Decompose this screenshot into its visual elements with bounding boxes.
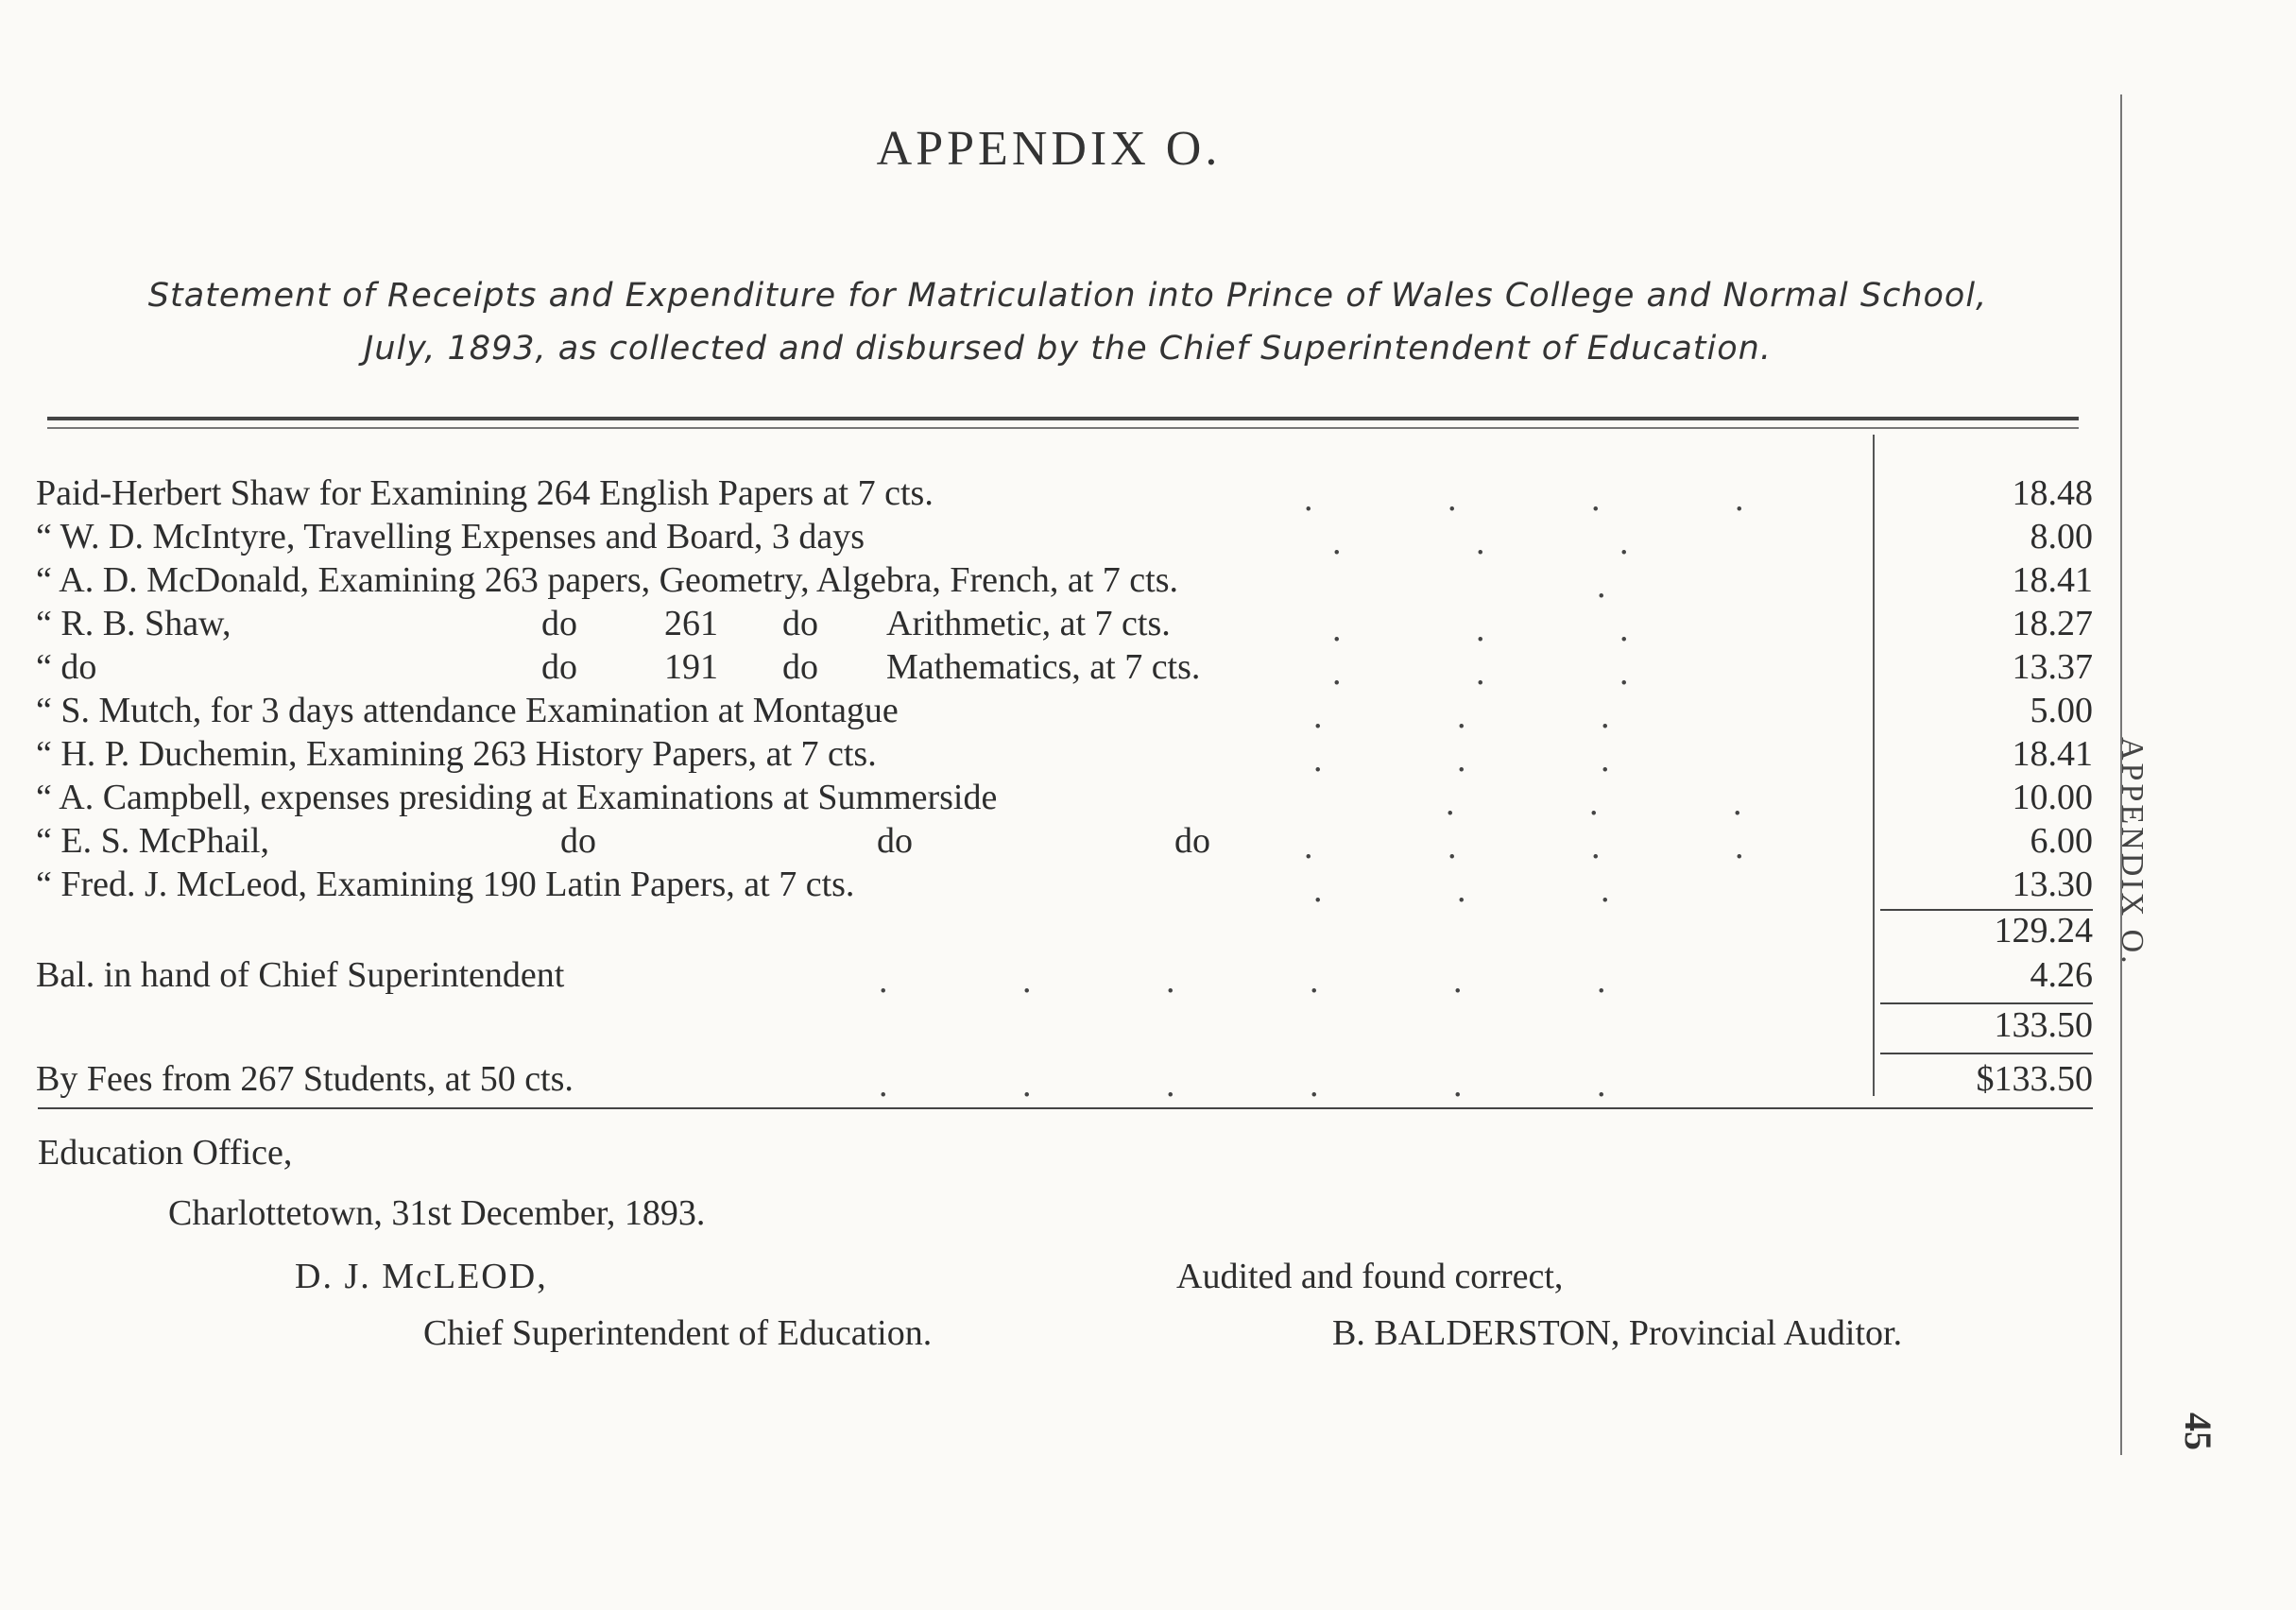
leader-dot: .: [1022, 1065, 1032, 1105]
leader-dot: .: [1166, 1065, 1175, 1105]
leader-dot: .: [1619, 653, 1629, 693]
signer-name: D. J. McLEOD,: [295, 1257, 548, 1296]
subtotal-amount: 129.24: [1994, 911, 2093, 951]
leader-dot: .: [1591, 827, 1601, 866]
leader-dot: .: [1601, 696, 1610, 736]
entry-subject: Arithmetic, at 7 cts.: [886, 604, 1171, 643]
leader-dot: .: [1310, 1065, 1319, 1105]
leader-dot: .: [1448, 827, 1457, 866]
page-number: 45: [2177, 1413, 2219, 1450]
leader-dot: .: [1733, 783, 1742, 823]
audit-note: Audited and found correct,: [1176, 1257, 1564, 1296]
entry-text: Paid-Herbert Shaw for Examining 264 English Papers at 7 cts.: [36, 473, 934, 513]
ditto-mark: do: [1174, 821, 1210, 861]
leader-dot: .: [1457, 696, 1466, 736]
leader-dot: .: [1332, 609, 1342, 649]
leader-dot: .: [1304, 479, 1313, 519]
leader-dot: .: [1453, 961, 1463, 1001]
leader-dot: .: [1619, 609, 1629, 649]
fees-label: By Fees from 267 Students, at 50 cts.: [36, 1059, 574, 1099]
entry-text: “ Fred. J. McLeod, Examining 190 Latin Papers, at 7 cts.: [36, 865, 855, 904]
ditto-mark: do: [782, 647, 818, 687]
leader-dot: .: [1735, 479, 1744, 519]
leader-dot: .: [1446, 783, 1455, 823]
leader-dot: .: [1457, 870, 1466, 910]
leader-dot: .: [1022, 961, 1032, 1001]
ditto-mark: do: [541, 604, 577, 643]
leader-dot: .: [1332, 522, 1342, 562]
ditto-mark: do: [560, 821, 596, 861]
paper-count: 191: [664, 647, 718, 687]
entry-text: “ A. Campbell, expenses presiding at Examinations at Summerside: [36, 778, 998, 817]
entry-text: “ S. Mutch, for 3 days attendance Examination at Montague: [36, 691, 899, 730]
leader-dot: .: [1619, 522, 1629, 562]
leader-dot: .: [1597, 566, 1606, 606]
leader-dot: .: [1589, 783, 1599, 823]
entry-amount: 6.00: [2030, 821, 2093, 861]
leader-dot: .: [879, 961, 888, 1001]
entry-amount: 13.30: [2012, 865, 2093, 904]
entry-amount: 13.37: [2012, 647, 2093, 687]
amount-column-divider: [1873, 435, 1875, 1096]
entry-text: “ A. D. McDonald, Examining 263 papers, Geometry, Algebra, French, at 7 cts.: [36, 560, 1179, 600]
side-appendix-label: APPENDIX O.: [2115, 737, 2150, 967]
leader-dot: .: [1310, 961, 1319, 1001]
entry-text: “ do: [36, 647, 97, 687]
total-amount: 133.50: [1994, 1005, 2093, 1045]
leader-dot: .: [1448, 479, 1457, 519]
leader-dot: .: [1597, 961, 1606, 1001]
signer-title: Chief Superintendent of Education.: [423, 1313, 933, 1353]
leader-dot: .: [1476, 653, 1485, 693]
leader-dot: .: [1476, 522, 1485, 562]
leader-dot: .: [1457, 740, 1466, 779]
entry-amount: 18.27: [2012, 604, 2093, 643]
fees-amount: $133.50: [1976, 1059, 2093, 1099]
place-date-line: Charlottetown, 31st December, 1893.: [168, 1193, 706, 1233]
entry-text: “ R. B. Shaw,: [36, 604, 231, 643]
leader-dot: .: [1597, 1065, 1606, 1105]
entry-amount: 10.00: [2012, 778, 2093, 817]
leader-dot: .: [1591, 479, 1601, 519]
entry-amount: 18.41: [2012, 560, 2093, 600]
entry-amount: 18.41: [2012, 734, 2093, 774]
paper-count: 261: [664, 604, 718, 643]
leader-dot: .: [1735, 827, 1744, 866]
leader-dot: .: [1166, 961, 1175, 1001]
leader-dot: .: [1601, 740, 1610, 779]
entry-text: “ H. P. Duchemin, Examining 263 History Papers, at 7 cts.: [36, 734, 877, 774]
entry-amount: 18.48: [2012, 473, 2093, 513]
fees-rule: [1880, 1053, 2093, 1054]
ditto-mark: do: [541, 647, 577, 687]
bottom-rule: [38, 1107, 2093, 1109]
leader-dot: .: [1313, 696, 1323, 736]
subtitle-line-1: Statement of Receipts and Expenditure for Matriculation into Prince of Wales College and Normal School,: [147, 277, 1988, 315]
leader-dot: .: [1476, 609, 1485, 649]
ditto-mark: do: [782, 604, 818, 643]
ditto-mark: do: [877, 821, 913, 861]
balance-amount: 4.26: [2030, 955, 2093, 995]
subtitle-line-2: July, 1893, as collected and disbursed by the Chief Superintendent of Education.: [364, 330, 1772, 368]
appendix-heading: APPENDIX O.: [876, 122, 1222, 176]
leader-dot: .: [1601, 870, 1610, 910]
entry-amount: 5.00: [2030, 691, 2093, 730]
leader-dot: .: [1304, 827, 1313, 866]
entry-text: “ E. S. McPhail,: [36, 821, 269, 861]
entry-amount: 8.00: [2030, 517, 2093, 557]
office-line: Education Office,: [38, 1133, 293, 1173]
auditor-signature: B. BALDERSTON, Provincial Auditor.: [1332, 1313, 1903, 1353]
leader-dot: .: [1313, 740, 1323, 779]
entry-text: “ W. D. McIntyre, Travelling Expenses and Board, 3 days: [36, 517, 865, 557]
leader-dot: .: [1332, 653, 1342, 693]
top-rule-thick: [47, 417, 2079, 420]
leader-dot: .: [1313, 870, 1323, 910]
leader-dot: .: [1453, 1065, 1463, 1105]
entry-subject: Mathematics, at 7 cts.: [886, 647, 1201, 687]
leader-dot: .: [879, 1065, 888, 1105]
balance-label: Bal. in hand of Chief Superintendent: [36, 955, 565, 995]
top-rule-thin: [47, 427, 2079, 429]
statement-subtitle: [38, 269, 2098, 375]
